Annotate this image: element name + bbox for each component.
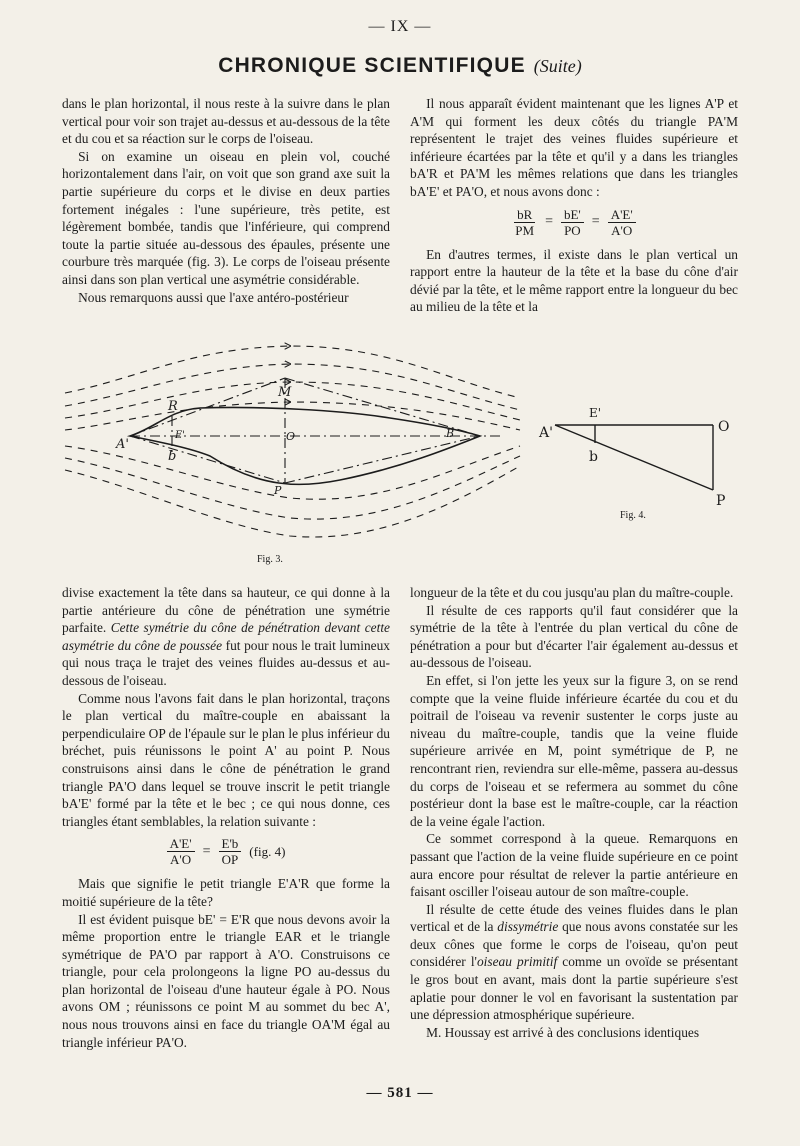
column-bottom-left	[62, 584, 390, 1051]
column-bottom-right	[410, 584, 738, 1041]
numerator: A'E'	[608, 207, 636, 223]
label-o: O	[718, 419, 730, 435]
numerator: bE'	[561, 207, 584, 223]
equals-sign: =	[591, 214, 600, 230]
italic-text: oiseau primitif	[476, 954, 558, 970]
column-top-left	[62, 95, 390, 306]
paragraph: Ce sommet correspond à la queue. Remarquons en passant que l'action de la veine fluide supérieure en ce point aura encore pour résultat de relever la partie antérieure en faisant osciller l'oiseau autour de son maître-couple.	[410, 831, 738, 900]
similarity-formula	[62, 836, 390, 867]
paragraph: Il est évident puisque bE' = E'R que nous devons avoir la même proportion entre le triangle EAR et le triangle symétrique de PA'O par rapport à A'O. Construisons ce triangle, pour cela prolongeons la ligne PO au-dessus du plan horizontal de l'oiseau d'une hauteur égale à PO. Nous avons OM ; réunissons ce point M au sommet du bec A', nous nous trouvons ainsi en face du triangle OA'M égal au triangle inférieur PA'O.	[62, 911, 390, 1050]
numerator: E'b	[219, 836, 242, 852]
text: fut pour nous le trait lumineux qui nous traça le trajet des veines fluides au-dessus et au-dessous de l'oiseau.	[62, 637, 390, 688]
page-number: — 581 —	[366, 1085, 434, 1101]
upper-streamlines	[65, 346, 520, 430]
text: divise exactement la tête dans sa hauteur, ce qui donne à la partie antérieure du cône de pénétration une symétrie parfaite.	[62, 585, 390, 636]
roman-page-number: — IX —	[368, 18, 432, 35]
denominator: PM	[515, 222, 535, 238]
paragraph: Il résulte de ces rapports qu'il faut considérer que la symétrie de la tête à l'entrée du plan vertical du cône de pénétration a pour but d'écarter l'air également au-dessus et au-dessous de l'oiseau.	[410, 602, 738, 671]
chronicle-title: CHRONIQUE SCIENTIFIQUE	[218, 54, 526, 77]
equals-sign: =	[545, 214, 553, 230]
text: comme un ovoïde se présentant le gros bout en avant, mais dont la partie supérieure s'est aplatie pour donner le vol en favorisant la sustentation par une dépression atmosphérique supérieure.	[410, 954, 738, 1023]
italic-text: dissymétrie	[497, 919, 559, 935]
paragraph: Nous remarquons aussi que l'axe antéro-postérieur	[78, 289, 349, 305]
figure-3-airflow-diagram	[60, 338, 530, 548]
figure-reference: (fig. 4)	[249, 844, 286, 860]
lower-streamlines	[65, 446, 520, 537]
text: Il résulte de cette étude des veines fluides dans le plan vertical et de la	[410, 901, 738, 935]
figure-4-caption: Fig. 4.	[620, 510, 646, 521]
numerator: A'E'	[167, 836, 195, 852]
paragraph: Comme nous l'avons fait dans le plan horizontal, traçons le plan vertical du maître-couple en abaissant la perpendiculaire OP de l'épaule sur le plan le plus inférieur du bréchet, puis réunissons le point A' au point P. Nous construisons ainsi dans le cône de pénétration le grand triangle PA'O dans lequel se trouve inscrit le petit triangle bA'E' formé par la tête et le bec ; ce qui nous donne, ces triangles étant semblables, la relation suivante :	[62, 690, 390, 829]
column-top-right	[410, 95, 738, 316]
equals-sign: =	[202, 844, 211, 860]
proportion-formula	[410, 207, 738, 238]
label-a: A'	[539, 425, 553, 441]
denominator: OP	[221, 852, 239, 868]
denominator: A'O	[170, 852, 192, 868]
title-suite: (Suite)	[533, 56, 582, 76]
figure-4-triangle-diagram	[535, 395, 745, 515]
paragraph: Mais que signifie le petit triangle E'A'R que forme la moitié supérieure de la tête?	[62, 876, 390, 909]
paragraph: En effet, si l'on jette les yeux sur la figure 3, on se rend compte que la veine fluide inférieure écartée du cou et du poitrail de l'oiseau va revenir sustenter le corps juste au niveau du maître-couple, tandis que la veine fluide supérieure arrivée en M, point symétrique de P, ne rencontrant rien, reviendra sur elle-même, passera au-dessus du corps de l'oiseau et se refermera au sommet du cône postérieur dont la base est le maître-couple, car la réaction de la veine égale l'action.	[410, 672, 738, 829]
label-p: P	[274, 484, 282, 497]
text: que nous avons constatée sur les deux cônes que forme le corps de l'oiseau, qu'on peut considérer l'	[410, 919, 738, 970]
figure-3-caption: Fig. 3.	[257, 554, 283, 565]
paragraph: longueur de la tête et du cou jusqu'au plan du maître-couple.	[410, 585, 734, 600]
label-m: M	[278, 385, 292, 400]
denominator: PO	[564, 222, 581, 238]
label-o: O	[286, 430, 296, 443]
denominator: A'O	[611, 222, 633, 238]
paragraph: Il nous apparaît évident maintenant que les lignes A'P et A'M qui forment les deux côtés du triangle PA'M représentent le trajet des veines fluides supérieure et inférieure écartées par la tête et qu'il y a dans les triangles bA'R et PA'M les mêmes relations que dans les triangles bA'E' et PA'O, et nous avons donc :	[410, 96, 738, 199]
label-b: b	[168, 449, 177, 464]
page-title	[0, 54, 800, 78]
label-e: E'	[175, 430, 186, 441]
label-a: A'	[116, 437, 129, 452]
label-r: R	[168, 399, 178, 414]
paragraph: dans le plan horizontal, il nous reste à la suivre dans le plan vertical pour voir son trajet au-dessus et au-dessous de la tête et du cou et sa réaction sur le corps de l'oiseau.	[62, 96, 390, 147]
italic-text: Cette symétrie du cône de pénétration devant cette asymétrie du cône de poussée	[62, 620, 390, 653]
numerator: bR	[514, 207, 535, 223]
paragraph: Si on examine un oiseau en plein vol, couché horizontalement dans l'air, on voit que son grand axe suit la partie supérieure du corps et le divise en deux parties fortement inégales : l'une supérieure, très petite, est légèrement bombée, tandis que l'inférieure, qui comprend toute la partie située au-dessous des épaules, présente une courbure très marquée (fig. 3). Le corps de l'oiseau présente ainsi dans son plan vertical une asymétrie considérable.	[62, 148, 390, 287]
paragraph: M. Houssay est arrivé à des conclusions identiques	[426, 1024, 700, 1040]
label-b-tail: B	[446, 427, 455, 440]
label-b: b	[589, 449, 598, 465]
paragraph: En d'autres termes, il existe dans le plan vertical un rapport entre la hauteur de la tête et la base du cône d'air dévié par la tête, et le même rapport entre la longueur du bec au milieu de la tête et la	[410, 246, 738, 315]
paragraph	[410, 901, 738, 1024]
paragraph	[62, 584, 390, 690]
label-e: E'	[589, 406, 602, 420]
label-p: P	[716, 493, 726, 509]
